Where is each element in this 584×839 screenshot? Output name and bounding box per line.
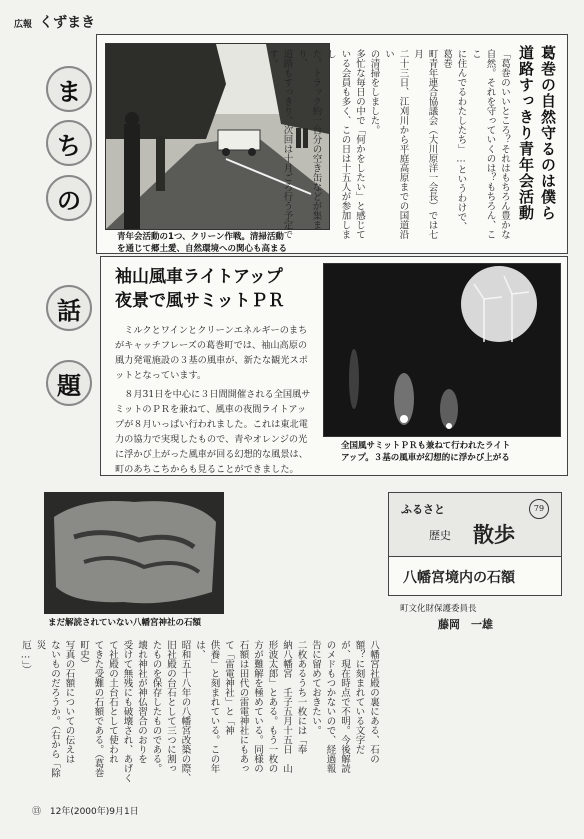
furusato-body-col: 写真の石額についての伝えは bbox=[63, 640, 75, 764]
cleanup-body-col: に住んでるわたしたち」…というわけで、葛巻 bbox=[441, 49, 467, 231]
windmill-caption-line-2: アップ。３基の風車が幻想的に浮かび上がる bbox=[341, 453, 510, 463]
masthead bbox=[14, 12, 95, 32]
furusato-body-col: 納八幡宮 壬子五月十五日 山 bbox=[281, 640, 292, 773]
furusato-body-col: 昭和五十八年の八幡宮改築の際、 bbox=[179, 640, 191, 783]
author-name: 藤岡 一雄 bbox=[438, 618, 493, 631]
cleanup-headline-line-2: 道路すっきり青年会活動 bbox=[517, 45, 535, 221]
masthead-title: くずまき bbox=[39, 15, 96, 31]
article-title: 八幡宮境内の石額 bbox=[403, 570, 515, 586]
cleanup-caption-line-2: を通じて郷土愛、自然環境への関心も高まる bbox=[117, 244, 288, 254]
furusato-body-col: 町史） bbox=[78, 640, 89, 669]
cleanup-body-col: いる会員も多く、この日は十五人が参加しまし bbox=[325, 49, 351, 239]
furusato-body-col: てきた受難の石額である。（葛巻 bbox=[92, 640, 104, 778]
cleanup-body-col: 町青年連合協議会（大川原洋一会長）では七月 bbox=[412, 49, 438, 239]
windmill-photo bbox=[323, 263, 561, 437]
story-cleanup bbox=[96, 34, 568, 254]
cleanup-caption-line-1: 青年会活動の1つ、クリーン作戦。清掃活動 bbox=[117, 232, 284, 242]
furusato-body-col: 八幡宮社殿の裏にある、石の bbox=[368, 640, 379, 764]
windmill-headline bbox=[115, 265, 285, 313]
section-char-2: ち bbox=[46, 120, 92, 166]
furusato-body-col: 旧社殿の台石として三つに割っ bbox=[165, 640, 176, 773]
windmill-photo-caption bbox=[341, 440, 510, 464]
furusato-body-col: 石額は田代の雷電神社にもあっ bbox=[237, 640, 249, 773]
cleanup-body-col: 道路もすっきり。次回は十月ごろ行う予定です。 bbox=[267, 49, 293, 239]
furusato-body-col: 受けて無残にも破壊され、あげく bbox=[121, 640, 133, 783]
furusato-body-col: 方が難解を極めている。同様の bbox=[252, 640, 263, 773]
windmill-body-paragraph: ミルクとワインとクリーンエネルギーのまちがキャッチフレーズの葛巻町では、袖山高原の風力発電施設の３基の風車が、新たな観光スポットとなっています。 bbox=[115, 325, 308, 381]
windmill-caption-line-1: 全国風サミットＰＲも兼ねて行われたライト bbox=[341, 441, 511, 451]
windmill-body-paragraph: ８月31日を中心に３日間開催される全国風サミットのＰＲを兼ねて、風車の夜間ライトアップが８月いっぱい行われました。これは東北電力の協力で実現したもので、青やオレンジの光に浮かび上がった風車が回る幻想的な風景は、町のあちこちからも見ることができました。 bbox=[115, 389, 311, 475]
windmill-headline-line-1: 袖山風車ライトアップ bbox=[115, 267, 283, 287]
furusato-kicker: ふるさと bbox=[401, 503, 445, 516]
cleanup-photo-caption bbox=[117, 231, 287, 255]
furusato-body-col: 供養」と刻まれている。この年は、 bbox=[194, 640, 220, 773]
furusato-body-col: ないものだろうか。（右から「除災 bbox=[34, 640, 60, 778]
cleanup-body-col: 「葛巻のいいところ？それはもちろん豊かな bbox=[499, 49, 510, 239]
page-number: ⑬ bbox=[32, 807, 42, 817]
article-title-box bbox=[388, 556, 562, 596]
cleanup-body-col: た。トラック約一台分の空き缶などが集まり、 bbox=[296, 49, 322, 230]
furusato-body-col: 二枚あるうち一枚には「奉 bbox=[295, 640, 307, 754]
furusato-body-col: のメドもつかないので、経過報 bbox=[324, 640, 336, 773]
furusato-issue-number: 79 bbox=[529, 499, 549, 519]
furusato-body-col: 壊れ神社が神仏習合のおりを bbox=[136, 640, 147, 764]
furusato-body-col: 形波太郎」とある。もう一枚の bbox=[266, 640, 278, 773]
stone-plaque-photo bbox=[44, 492, 224, 614]
furusato-body bbox=[20, 640, 380, 786]
cleanup-headline-line-1: 葛巻の自然守るのは僕ら bbox=[539, 45, 557, 221]
furusato-body-col: が、現在時点で不明。今後解読 bbox=[339, 640, 350, 773]
section-char-5: 題 bbox=[46, 360, 92, 406]
story-windmill bbox=[100, 256, 568, 476]
furusato-body-col: て「雷電神社」と「神 bbox=[223, 640, 234, 735]
furusato-body-col: 額？に刻まれている文字だ bbox=[353, 640, 365, 754]
issue-date: 12年(2000年)9月1日 bbox=[49, 807, 139, 817]
section-char-1: ま bbox=[46, 66, 92, 112]
furusato-body-col: 告に留めておきたい。 bbox=[310, 640, 321, 735]
section-char-4: 話 bbox=[46, 285, 92, 331]
furusato-category: 歴史 bbox=[429, 529, 451, 542]
cleanup-headline bbox=[515, 45, 559, 245]
cleanup-body bbox=[265, 49, 512, 239]
furusato-body-col: たものを保存したものである。 bbox=[150, 640, 162, 773]
windmill-body bbox=[115, 323, 311, 477]
furusato-header bbox=[388, 492, 562, 558]
author-role: 町文化財保護委員長 bbox=[400, 604, 477, 614]
furusato-body-col: て社殿の土台石として使われ bbox=[107, 640, 118, 764]
cleanup-body-col: 自然。それを守っていくのは？もちろん、ここ bbox=[470, 49, 496, 239]
stone-plaque-caption: まだ解読されていない八幡宮神社の石額 bbox=[48, 618, 202, 628]
furusato-series-title: 散歩 bbox=[473, 523, 515, 547]
section-char-3: の bbox=[46, 175, 92, 221]
cleanup-body-col: 二十三日、江刈川から平庭高原までの国道沿い bbox=[383, 49, 409, 239]
furusato-body-col: 厄…」） bbox=[20, 640, 31, 675]
cleanup-body-col: 多忙な毎日の中で「何かをしたい」と感じて bbox=[354, 49, 365, 239]
masthead-publisher: 広報 bbox=[14, 20, 33, 30]
windmill-headline-line-2: 夜景で風サミットＰＲ bbox=[115, 291, 285, 311]
footer bbox=[32, 804, 139, 817]
cleanup-body-col: の清掃をしました。 bbox=[368, 49, 380, 135]
